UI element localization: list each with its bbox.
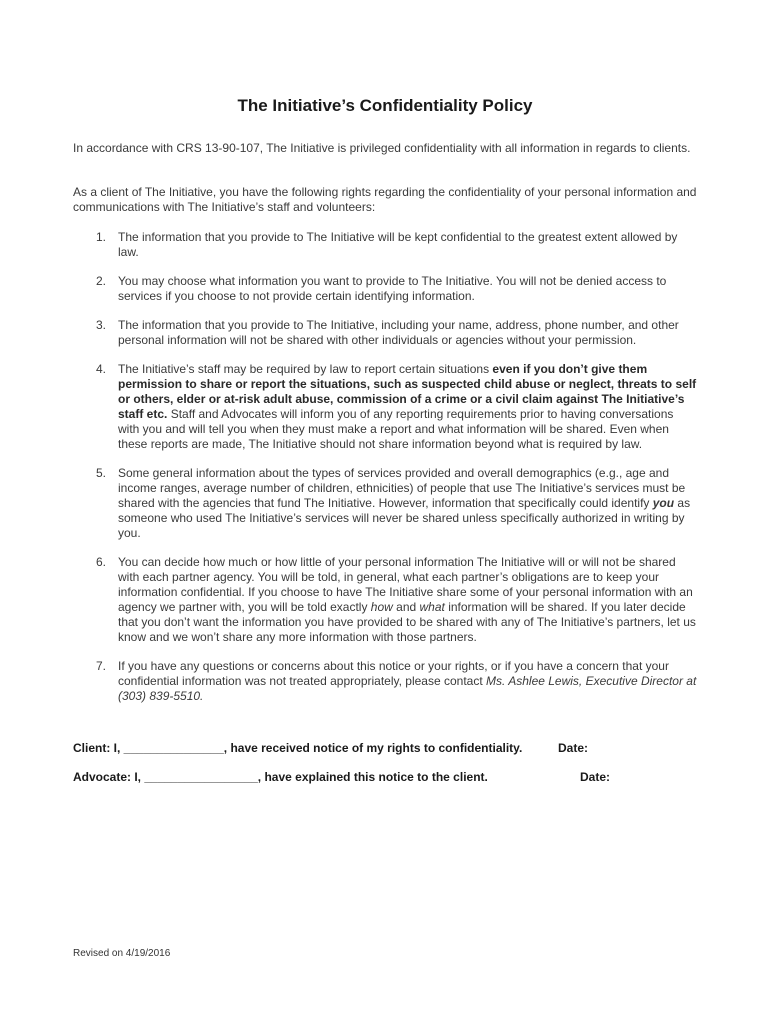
- list-item: [73, 318, 698, 348]
- list-item: [73, 659, 698, 704]
- advocate-date-label: Date:: [580, 770, 611, 784]
- list-item-number: 1.: [96, 230, 107, 244]
- list-item: [73, 230, 698, 260]
- advocate-signature-line: Advocate: I, _________________, have explained this notice to the client.: [73, 770, 488, 784]
- list-item: [73, 466, 698, 541]
- intro-paragraph-statute: In accordance with CRS 13-90-107, The Initiative is privileged confidentiality with all information in regards to clients.: [73, 141, 691, 155]
- list-item-emphasis: how: [370, 600, 393, 614]
- list-item-text: The information that you provide to The Initiative will be kept confidential to the greatest extent allowed by law.: [118, 230, 678, 259]
- revision-footer: Revised on 4/19/2016: [73, 948, 171, 959]
- list-item-text: You may choose what information you want to provide to The Initiative. You will not be denied access to services if you choose to not provide certain identifying information.: [118, 274, 667, 303]
- page-title: The Initiative’s Confidentiality Policy: [237, 96, 533, 115]
- list-item-text: You can decide how much or how little of your personal information The Initiative will or will not be shared with each partner agency. You will be told, in general, what each partner’s obligations are to keep your information confidential. If you choose to have The Initiative share some of your personal information with an agency we partner with, you will be told exactly: [118, 555, 693, 614]
- list-item-text: as someone who used The Initiative’s services will never be shared unless specifically authorized in writing by you.: [118, 496, 691, 540]
- list-item-number: 6.: [96, 555, 107, 569]
- list-item-text: Staff and Advocates will inform you of any reporting requirements prior to having conversations with you and will tell you when they must make a report and what information will be shared. Even when these reports are made, The Initiative should not share information beyond what is required by law.: [118, 407, 674, 451]
- client-signature-line: Client: I, _______________, have received notice of my rights to confidentiality.: [73, 741, 523, 755]
- list-item: [73, 555, 698, 645]
- list-item-number: 7.: [96, 659, 107, 673]
- list-item-number: 2.: [96, 274, 107, 288]
- intro-paragraph-rights: As a client of The Initiative, you have the following rights regarding the confidentiality of your personal information and communications with The Initiative’s staff and volunteers:: [73, 185, 697, 214]
- contact-info: Ms. Ashlee Lewis, Executive Director at (303) 839-5510.: [118, 674, 697, 703]
- list-item: [73, 362, 698, 452]
- rights-list: [73, 230, 698, 718]
- list-item-bold-text: even if you don’t give them permission to share or report the situations, such as suspected child abuse or neglect, threats to self or others, elder or at-risk adult abuse, commission of a crime or a civil claim against The Initiative’s staff etc.: [118, 362, 697, 421]
- list-item-number: 4.: [96, 362, 107, 376]
- list-item-text: The Initiative’s staff may be required by law to report certain situations: [118, 362, 493, 376]
- list-item-text: The information that you provide to The Initiative, including your name, address, phone number, and other personal information will not be shared with other individuals or agencies without your permission.: [118, 318, 679, 347]
- list-item-text: Some general information about the types of services provided and overall demographics (e.g., age and income ranges, average number of children, ethnicities) of people that use The Initiative’s services must be shared with the agencies that fund The Initiative. However, information that specifically could identify: [118, 466, 686, 510]
- list-item-text: and: [392, 600, 420, 614]
- list-item-emphasis: you: [652, 496, 675, 510]
- list-item-number: 3.: [96, 318, 107, 332]
- client-date-label: Date:: [558, 741, 589, 755]
- list-item-number: 5.: [96, 466, 107, 480]
- list-item: [73, 274, 698, 304]
- list-item-text: information will be shared. If you later decide that you don’t want the information you have provided to be shared with any of The Initiative’s partners, let us know and we won’t share any more information with those partners.: [118, 600, 696, 644]
- list-item-text: If you have any questions or concerns about this notice or your rights, or if you have a concern that your confidential information was not treated appropriately, please contact: [118, 659, 669, 688]
- list-item-emphasis: what: [419, 600, 445, 614]
